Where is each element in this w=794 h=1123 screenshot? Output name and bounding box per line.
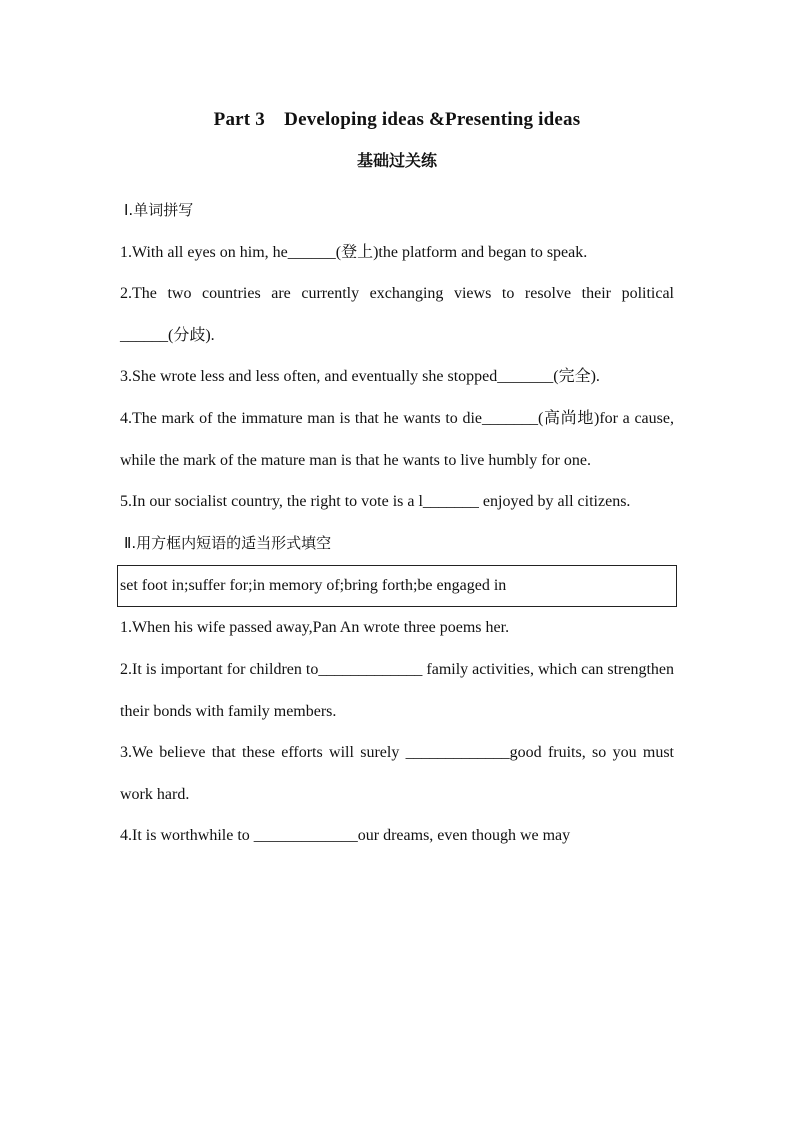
spelling-question-4: 4.The mark of the immature man is that he wants to die_______(高尚地)for a cause, while the mark of the mature man is that he wants to live humbly for one.	[120, 409, 674, 469]
phrase-question-4: 4.It is worthwhile to _____________our dreams, even though we may	[120, 827, 571, 845]
section-heading-spelling: Ⅰ.单词拼写	[124, 201, 194, 219]
spelling-question-3: 3.She wrote less and less often, and eventually she stopped_______(完全).	[120, 368, 600, 386]
section-heading-phrases: Ⅱ.用方框内短语的适当形式填空	[124, 533, 332, 552]
phrase-question-1: 1.When his wife passed away,Pan An wrote three poems her.	[120, 619, 510, 637]
phrase-question-2: 2.It is important for children to_____________ family activities, which can strengthen their bonds with family members.	[120, 660, 674, 720]
phrase-box: set foot in;suffer for;in memory of;bring forth;be engaged in	[117, 565, 677, 607]
spelling-question-2: 2.The two countries are currently exchanging views to resolve their political ______(分歧).	[120, 285, 674, 344]
spelling-question-1: 1.With all eyes on him, he______(登上)the platform and began to speak.	[120, 243, 588, 261]
spelling-question-5: 5.In our socialist country, the right to vote is a l_______ enjoyed by all citizens.	[120, 493, 631, 511]
phrase-question-3: 3.We believe that these efforts will surely _____________good fruits, so you must work hard.	[120, 744, 674, 803]
page-subtitle: 基础过关练	[356, 151, 437, 170]
exercise-body	[120, 190, 674, 857]
page-title: Part 3 Developing ideas &Presenting ideas	[213, 109, 581, 130]
